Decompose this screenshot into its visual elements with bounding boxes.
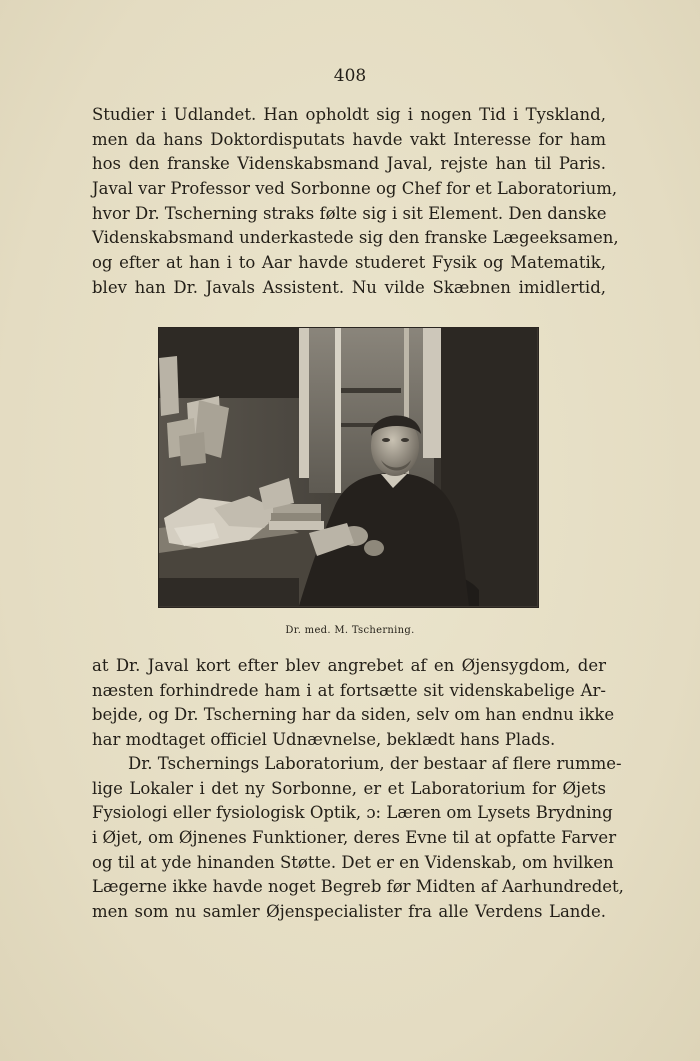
- text-line: hvor Dr. Tscherning straks følte sig i sit Element. Den danske: [92, 203, 607, 223]
- text-line: næsten forhindrede ham i at fortsætte sit videnskabelige Ar-: [92, 680, 606, 700]
- photo-caption: Dr. med. M. Tscherning.: [285, 625, 415, 636]
- paragraph-1: [92, 103, 619, 301]
- text-line: Lægerne ikke havde noget Begreb før Midten af Aarhundredet,: [92, 877, 624, 897]
- text-line: bejde, og Dr. Tscherning har da siden, selv om han endnu ikke: [92, 705, 615, 725]
- text-line: Studier i Udlandet. Han opholdt sig i nogen Tid i Tyskland,: [92, 105, 606, 124]
- text-line: og efter at han i to Aar havde studeret Fysik og Matematik,: [92, 253, 606, 273]
- text-line: blev han Dr. Javals Assistent. Nu vilde Skæbnen imidlertid,: [92, 277, 606, 297]
- text-line: Fysiologi eller fysiologisk Optik, ɔ: Læren om Lysets Brydning: [92, 803, 613, 823]
- text-line: har modtaget officiel Udnævnelse, beklædt hans Plads.: [92, 730, 556, 750]
- paragraph-3: [92, 752, 624, 925]
- text-line: Javal var Professor ved Sorbonne og Chef for et Laboratorium,: [92, 179, 618, 199]
- page-number: 408: [333, 66, 367, 86]
- paragraph-2: [92, 654, 615, 753]
- portrait-photo: [158, 327, 539, 608]
- text-line: hos den franske Videnskabsmand Javal, rejste han til Paris.: [92, 154, 606, 174]
- text-line: men da hans Doktordisputats havde vakt Interesse for ham: [92, 129, 606, 149]
- text-line: og til at yde hinanden Støtte. Det er en Videnskab, om hvilken: [92, 852, 614, 872]
- text-line: i Øjet, om Øjnenes Funktioner, deres Evne til at opfatte Farver: [92, 828, 617, 848]
- text-line: lige Lokaler i det ny Sorbonne, er et Laboratorium for Øjets: [92, 778, 606, 798]
- text-line: Videnskabsmand underkastede sig den franske Lægeeksamen,: [92, 228, 619, 248]
- text-line: men som nu samler Øjenspecialister fra alle Verdens Lande.: [92, 902, 606, 922]
- text-line: at Dr. Javal kort efter blev angrebet af en Øjensygdom, der: [92, 656, 606, 675]
- text-line: Dr. Tschernings Laboratorium, der bestaar af flere rumme-: [128, 754, 622, 773]
